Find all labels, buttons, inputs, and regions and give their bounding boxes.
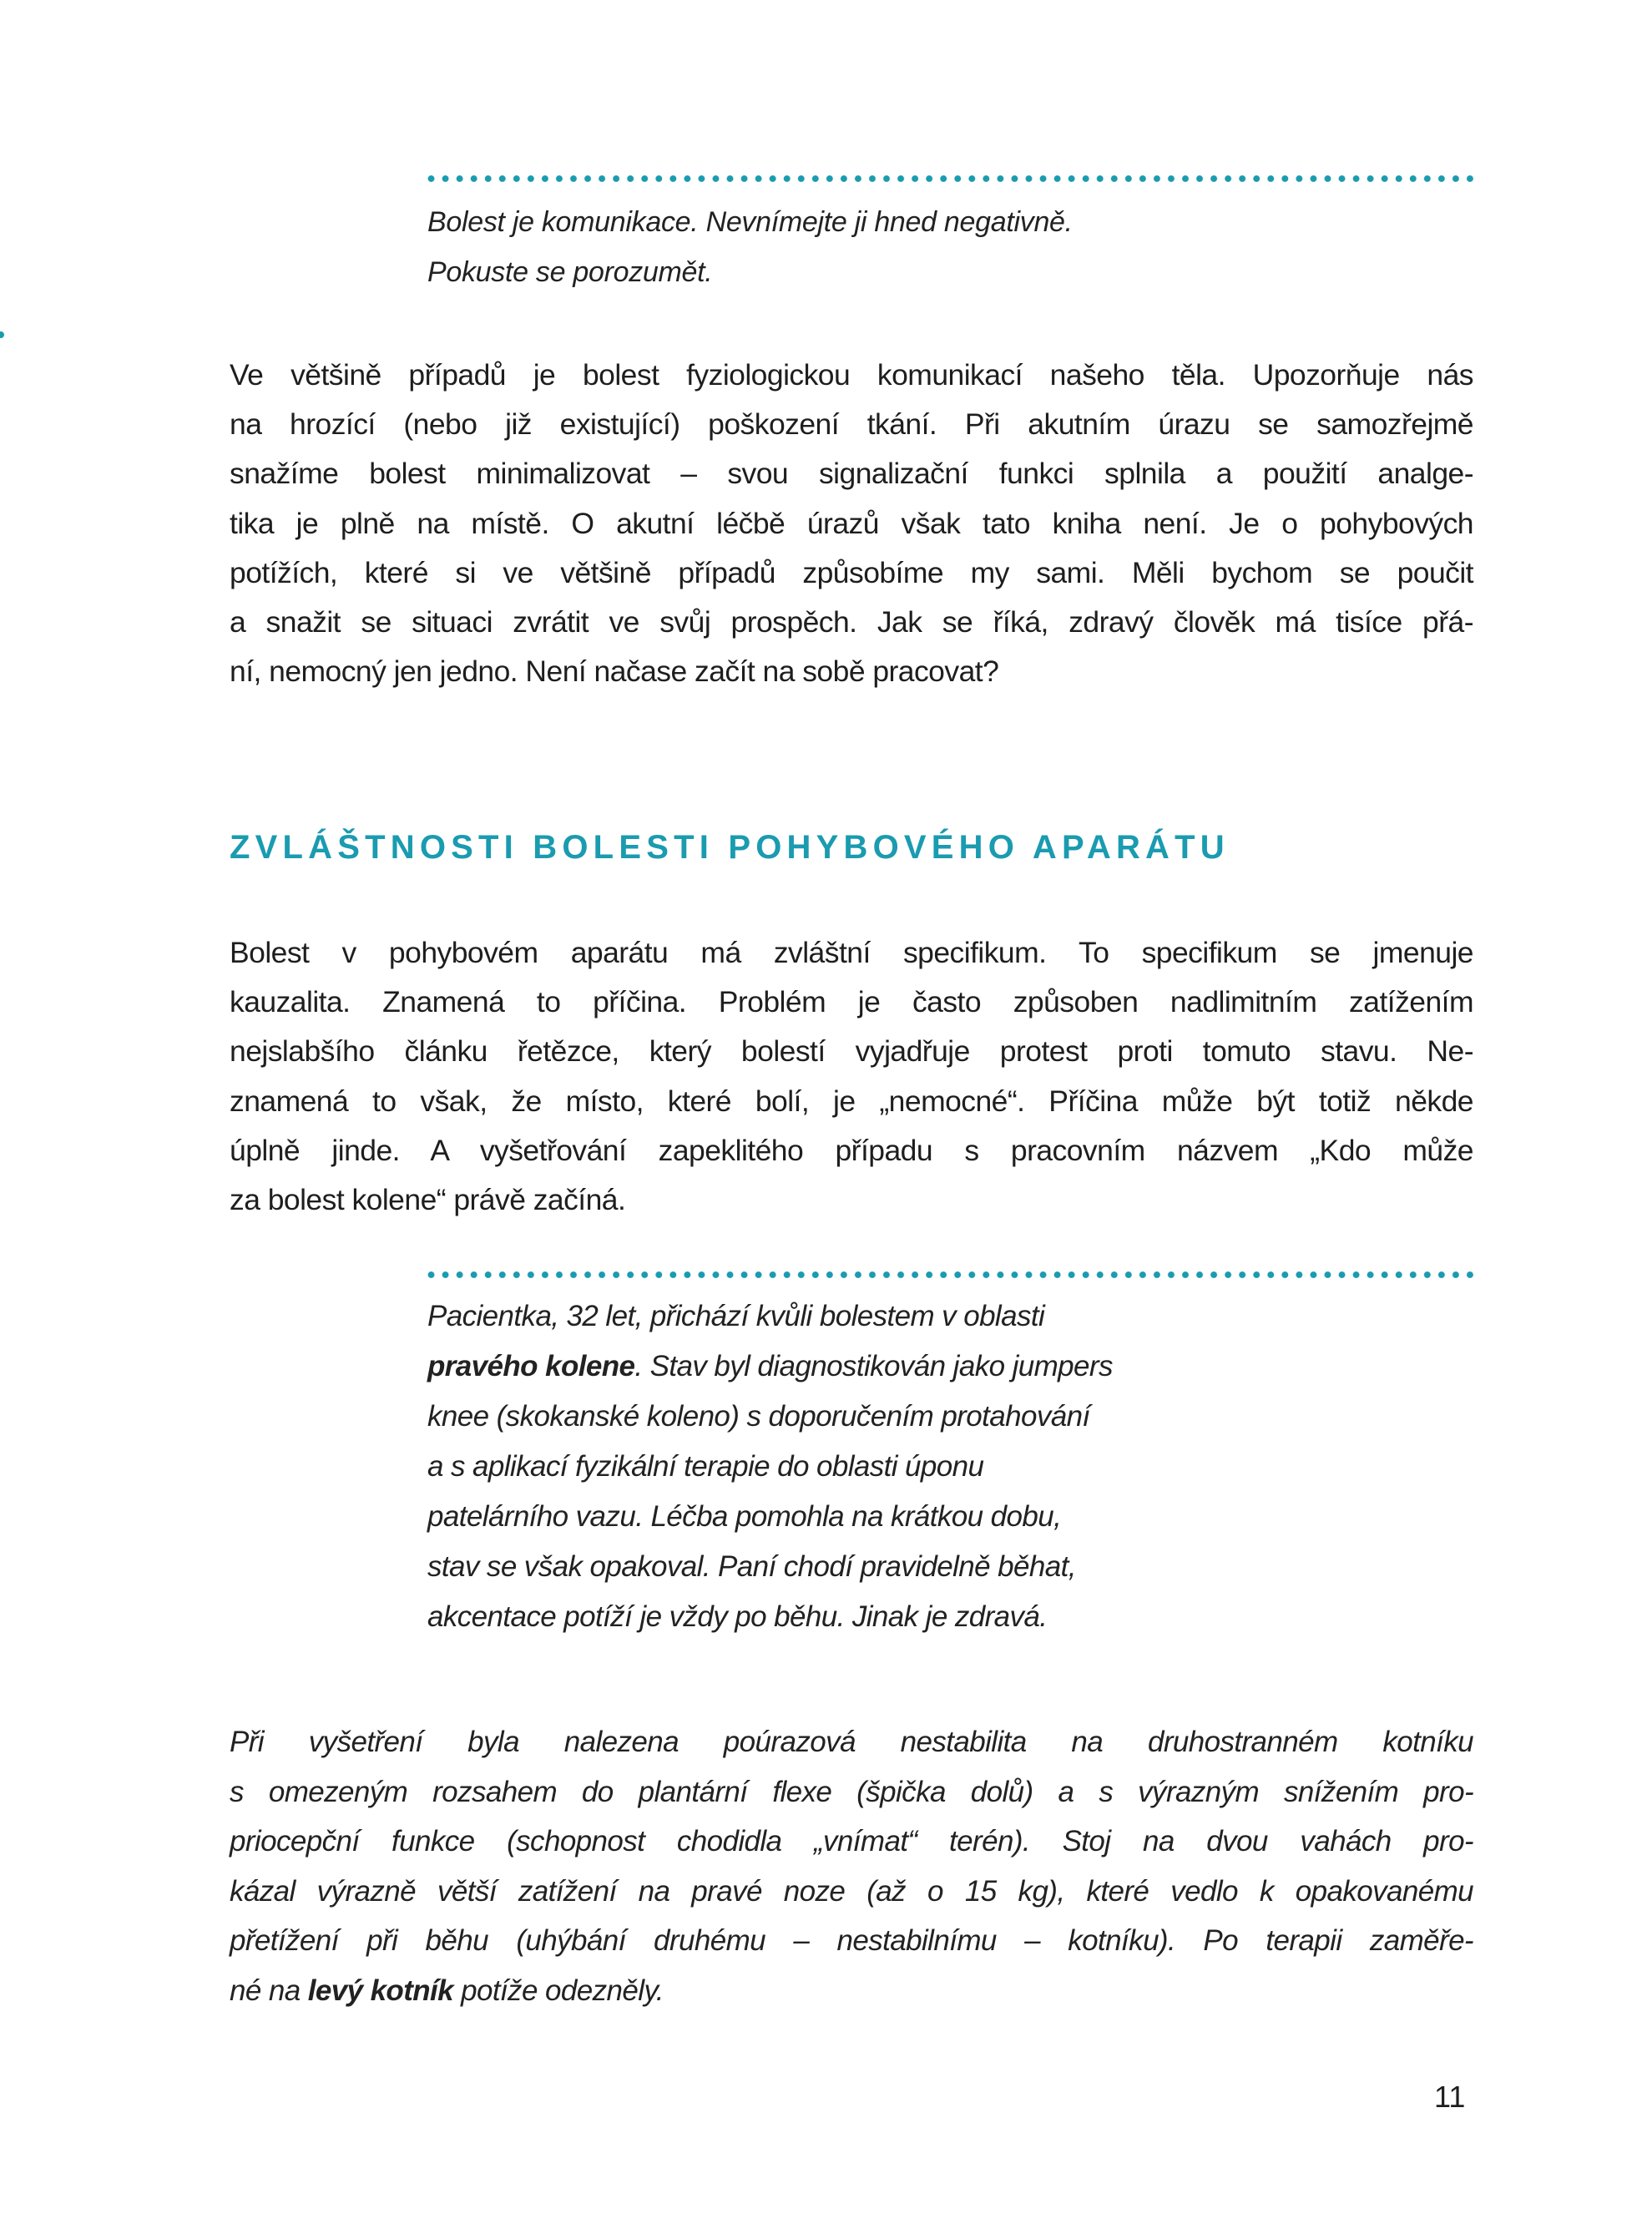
- paragraph-line: kauzalita. Znamená to příčina. Problém je často způsoben nadlimitním zatížením: [230, 985, 1473, 1019]
- case-line: [427, 1342, 1113, 1392]
- paragraph-line: Bolest v pohybovém aparátu má zvláštní specifikum. To specifikum se jmenuje: [230, 936, 1473, 969]
- paragraph-line: Ve většině případů je bolest fyziologickou komunikací našeho těla. Upozorňuje nás: [230, 358, 1473, 392]
- outcome-line: kázal výrazně větší zatížení na pravé noze (až o 15 kg), které vedlo k opakovanému: [230, 1874, 1473, 1908]
- page-number: 11: [1434, 2080, 1466, 2114]
- dotted-divider-top: [424, 174, 1474, 183]
- dotted-divider-case: [424, 1271, 1474, 1279]
- section-heading: ZVLÁŠTNOSTI BOLESTI POHYBOVÉHO APARÁTU: [230, 829, 1230, 866]
- section-paragraph: [230, 928, 1473, 1225]
- outcome-emphasis: levý kotník: [307, 1974, 454, 2007]
- outcome-line: přetížení při běhu (uhýbání druhému – nestabilnímu – kotníku). Po terapii zaměře-: [230, 1924, 1473, 1957]
- paragraph-line: na hrozící (nebo již existující) poškození tkání. Při akutním úrazu se samozřejmě: [230, 407, 1473, 442]
- case-emphasis: pravého kolene: [427, 1350, 635, 1382]
- intro-paragraph: [230, 351, 1473, 696]
- outcome-line: priocepční funkce (schopnost chodidla „vnímat“ terén). Stoj na dvou vahách pro-: [230, 1825, 1473, 1858]
- paragraph-line: snažíme bolest minimalizovat – svou signalizační funkci splnila a použití analge-: [230, 457, 1473, 491]
- paragraph-line: a snažit se situaci zvrátit ve svůj prospěch. Jak se říká, zdravý člověk má tisíce přá-: [230, 605, 1473, 639]
- paragraph-line: ní, nemocný jen jedno. Není načase začít na sobě pracovat?: [230, 655, 999, 689]
- pull-quote-line: Pokuste se porozumět.: [427, 256, 713, 288]
- case-line: patelárního vazu. Léčba pomohla na krátkou dobu,: [427, 1500, 1062, 1533]
- case-line: akcentace potíží je vždy po běhu. Jinak je zdravá.: [427, 1600, 1048, 1633]
- case-line: Pacientka, 32 let, přichází kvůli bolestem v oblasti: [427, 1300, 1045, 1332]
- outcome-paragraph: [230, 1717, 1473, 2015]
- outcome-line: Při vyšetření byla nalezena poúrazová nestabilita na druhostranném kotníku: [230, 1726, 1473, 1758]
- outcome-line: s omezeným rozsahem do plantární flexe (špička dolů) a s výrazným snížením pro-: [230, 1775, 1473, 1808]
- outcome-line: [230, 1966, 1473, 2016]
- paragraph-line: tika je plně na místě. O akutní léčbě úrazů však tato kniha není. Je o pohybových: [230, 506, 1473, 540]
- case-line: a s aplikací fyzikální terapie do oblasti úponu: [427, 1450, 984, 1483]
- pull-quote-line: Bolest je komunikace. Nevnímejte ji hned negativně.: [427, 206, 1073, 238]
- paragraph-line: potížích, které si ve většině případů způsobíme my sami. Měli bychom se poučit: [230, 555, 1473, 589]
- outcome-text: potíže odezněly.: [453, 1974, 664, 2007]
- paragraph-line: úplně jinde. A vyšetřování zapeklitého případu s pracovním názvem „Kdo může: [230, 1133, 1473, 1167]
- paragraph-line: nejslabšího článku řetězce, který bolestí vyjadřuje protest proti tomuto stavu. Ne-: [230, 1034, 1473, 1069]
- case-line: knee (skokanské koleno) s doporučením protahování: [427, 1400, 1090, 1433]
- margin-marker-dot: [0, 331, 4, 338]
- paragraph-line: znamená to však, že místo, které bolí, je „nemocné“. Příčina může být totiž někde: [230, 1084, 1473, 1118]
- case-line: stav se však opakoval. Paní chodí pravidelně běhat,: [427, 1550, 1076, 1583]
- case-study: [427, 1291, 1113, 1642]
- outcome-text: né na: [230, 1974, 308, 2007]
- pull-quote: [427, 197, 1073, 297]
- case-line-text: . Stav byl diagnostikován jako jumpers: [634, 1350, 1113, 1382]
- paragraph-line: za bolest kolene“ právě začíná.: [230, 1183, 626, 1217]
